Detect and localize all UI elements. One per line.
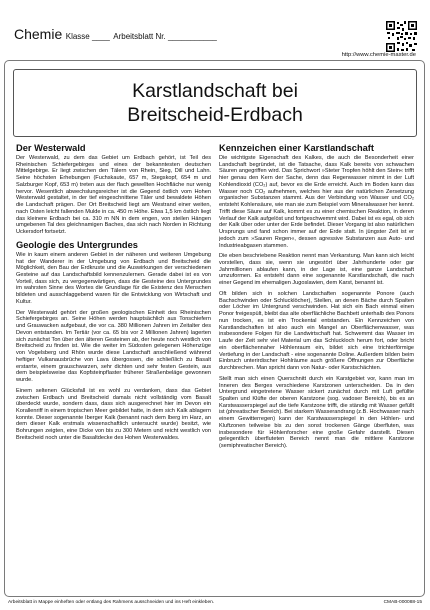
document-code: CMAB-000088-15 — [383, 600, 422, 605]
paragraph: Die wichtigste Eigenschaft des Kalkes, die auch die Besonderheit einer Landschaft begründet, ist die Tatsache, dass Kalk bereits von schwachen Säuren angegriffen wird. Das Sprichwort »Steter Tropfen höhlt den Stein« trifft hier genau den Kern der Sache, denn das Regenwasser nimmt in der Luft Kohlendioxid (CO₂) auf, bevor es die Erde erreicht. Auch im Boden kann das Wasser noch CO₂ aufnehmen, welches hier aus der natürlichen Zersetzung organischer Substanzen stammt. Aus der Verbindung von Wasser und CO₂ entsteht Kohlensäure, wie man sie zum Beispiel vom Mineralwasser her kennt. Trifft diese Säure auf Kalk, kommt es zu einer chemischen Reaktion, in deren Verlauf der Kalk aufgelöst und fortgeschwemmt wird. Dabei ist es egal, ob sich der Kalk über oder unter der Erde befindet. Dieser Vorgang ist also natürlichen Ursprungs und fand schon immer auf der Erde statt. In jüngster Zeit ist er jedoch zum »Sauren Regen«, dessen agressive Substanzen aus Auto- und Industrieabgasen stammen. — [219, 155, 414, 249]
paragraph: Stellt man sich einen Querschnitt durch ein Karstgebiet vor, kann man im Inneren des Berges verschiedene Karstzonen unterscheiden. Da in den Untergrund eingetretene Wasser sickert zunächst durch mit Luft gefüllte Spalten und Klüfte der oberen Karstzone (sog. vadoser Bereich), bis es an Karstwasserspiegel auf die tiefe Karstzone trifft, die ständig mit Wasser gefüllt ist (phreatischer Bereich). Bei starkem Wasserandrang (z.B. Hochwasser nach einem Gewitterregen) kann der Karstwasserspiegel in den Höhlen- und Kluftzonen teilweise bis zu den sonst trockenen Gänge überfluten, was insbesondere für Höhlenforscher eine große Gefahr darstellt. Diesen gelegentlich überfluteten Bereich nennt man die mittlere Karstzone (semiphreatischer Bereich). — [219, 375, 414, 450]
heading-westerwald: Der Westerwald — [16, 143, 86, 153]
qr-code-icon — [385, 20, 418, 53]
subject-label: Chemie — [14, 26, 63, 42]
footer-instruction: Arbeitsblatt in Mappe einheften oder entlang des Rahmens ausschneiden und ins Heft einkleben. — [8, 600, 215, 605]
right-column — [219, 143, 414, 590]
left-column — [16, 143, 211, 590]
heading-geologie: Geologie des Untergrundes — [16, 239, 138, 250]
title-line-2: Breitscheid-Erdbach — [127, 104, 303, 126]
class-label: Klasse ____ — [65, 32, 110, 41]
footer — [8, 600, 422, 605]
worksheet-header — [14, 27, 217, 44]
paragraph: Wie in kaum einem anderen Gebiet in der näheren und weiteren Umgebung hat der Wanderer in der Umgebung von Erdbach und Breitscheid die Möglichkeit, den Bau der Erdkruste und die Auswirkungen der verschiedenen Gesteine auf das Landschaftsbild kennenzulernen. Gerade dabei ist es von Vorteil, dass sich, zu vergegenwärtigen, dass die Gesteine des Untergrundes im wahrsten Sinne des Wortes die Grundlage für die Existenz des Menschen bildeten und ausschlaggebend waren für die Entwicklung von Wirtschaft und Kultur. — [16, 251, 211, 305]
title-box — [13, 69, 417, 137]
title-line-1: Karstlandschaft bei — [132, 80, 298, 102]
paragraph: Einem seltenen Glücksfall ist es wohl zu verdanken, dass das Gebiet zwischen Erdbach und Breitscheid damals nicht vollständig vom Basalt überdeckt wurde, sondern dass, dass sich ausgerechnet hier im Devon ein Korallenriff in einem tropischen Meer gebildet hatte, in dem sich Kalk ablagern konnte. Dieser sogenannte Iberger Kalk (benannt nach dem Iberg im Harz, an dem dieser Kalk erstmals wissenschaftlich untersucht wurde) besitzt, wie Bohrungen zeigten, eine Dicke von bis zu 300 Metern und reicht westlich von Breitscheid noch unter die Basaltdecke des Hohen Westerwaldes. — [16, 387, 211, 441]
website-url: http://www.chemie-master.de — [341, 52, 416, 58]
paragraph: Der Westerwald gehört der großen geologischen Einheit des Rheinischen Schiefergebirges an. Seine Höhen werden hauptsächlich aus Tonschiefern und Grauwacken aufgebaut, die vor ca. 380 Millionen Jahren im Zeitalter des Devon entstanden. Im Tertiär (vor ca. 65 bis vor 2 Millionen Jahren) lagerten sich zunächst Ton über den älteren Gesteinen ab, der heute noch westlich von Breitscheid zu finden ist. Wie die weiter im Südosten gelegenen Höhenzüge von Vogelsberg und Rhön wurde diese Landschaft anschließend während heftiger Vulkanausbrüche von Lava übergossen, die schließlich zu Basalt erstarrte, einem grauschwarzen, sehr dichten und sehr festen Gestein, aus dem beispielsweise das Kopfsteinpflaster früherer Straßenbeläge gewonnen wurde. — [16, 309, 211, 384]
sheet-number-label: Arbeitsblatt Nr. ___________ — [113, 32, 217, 41]
paragraph: Oft bilden sich in solchen Landschaften sogenannte Ponore (auch Bachschwinden oder Schlucklöcher), Stellen, an denen Bäche durch Spalten oder Löcher im Untergrund verschwinden. Hat sich ein Bach einmal einen Ponor freigespült, bleibt das alte oberflächliche Bachbett unterhalb des Ponors nun trocken, es ist ein Trockental entstanden. Ein Kennzeichen von Karstlandschaften ist also auch ein Mangel an Oberflächenwasser, was insbesondere Folgen für die Landwirtschaft hat. Schwemmt das Wasser im Laufe der Zeit sehr viel Material um das Schluckloch herum fort, oder bricht ein oberflächennaher Höhlenraum ein, bildet sich eine trichterförmige Vertiefung in der Landschaft - eine sogenannte Doline. Außerdem bilden beim Einbruch unterirdischer Hohlräume auch größere Öffnungen zur Oberfläche durchbrechen. Man spricht dann von Natur- oder Karstschächten. — [219, 290, 414, 372]
paragraph: Die eben beschriebene Reaktion nennt man Verkarstung. Man kann sich leicht vorstellen, dass sie, wenn sie ungestört über Jahrhunderte oder gar Jahrmillionen ablaufen kann, in der Lage ist, eine ganze Landschaft umzuformen. Es entsteht dann eine sogenannte Karstlandschaft, die nach einer Gegend im ehemaligen Jugoslawien, dem Karst, benannt ist. — [219, 253, 414, 287]
heading-karst-kennzeichen: Kennzeichen einer Karstlandschaft — [219, 143, 374, 153]
paragraph: Der Westerwald, zu dem das Gebiet um Erdbach gehört, ist Teil des Rheinischen Schiefergebirges und eines der bekanntesten deutschen Mittelgebirge. Er liegt zwischen den Tälern von Rhein, Sieg, Dill und Lahn. Seine höchsten Erhebungen (Fuchskaute, 657 m, Stegskopf, 654 m und Salzburger Kopf, 653 m) treten aus der flach gewellten Hochfläche nur wenig hervor. Wesentlich abwechslungsreicher ist die Gegend östlich vom Hohen Westerwald gestaltet, in der tief eingeschnittene Täler und bewaldete Höhen die Landschaft prägen. Der Ort Breitscheid liegt am Westrand einer weiten, nach Osten leicht fallenden Mulde in ca. 450 m Höhe. Etwa 1,5 km östlich liegt das kleinere Erdbach bei ca. 310 m NN in dem engen, von steilen Hängen umgebenen Tal des gleichnamigen Baches, das sich nach Norden in Richtung Uckersdorf fortsetzt. — [16, 155, 211, 236]
